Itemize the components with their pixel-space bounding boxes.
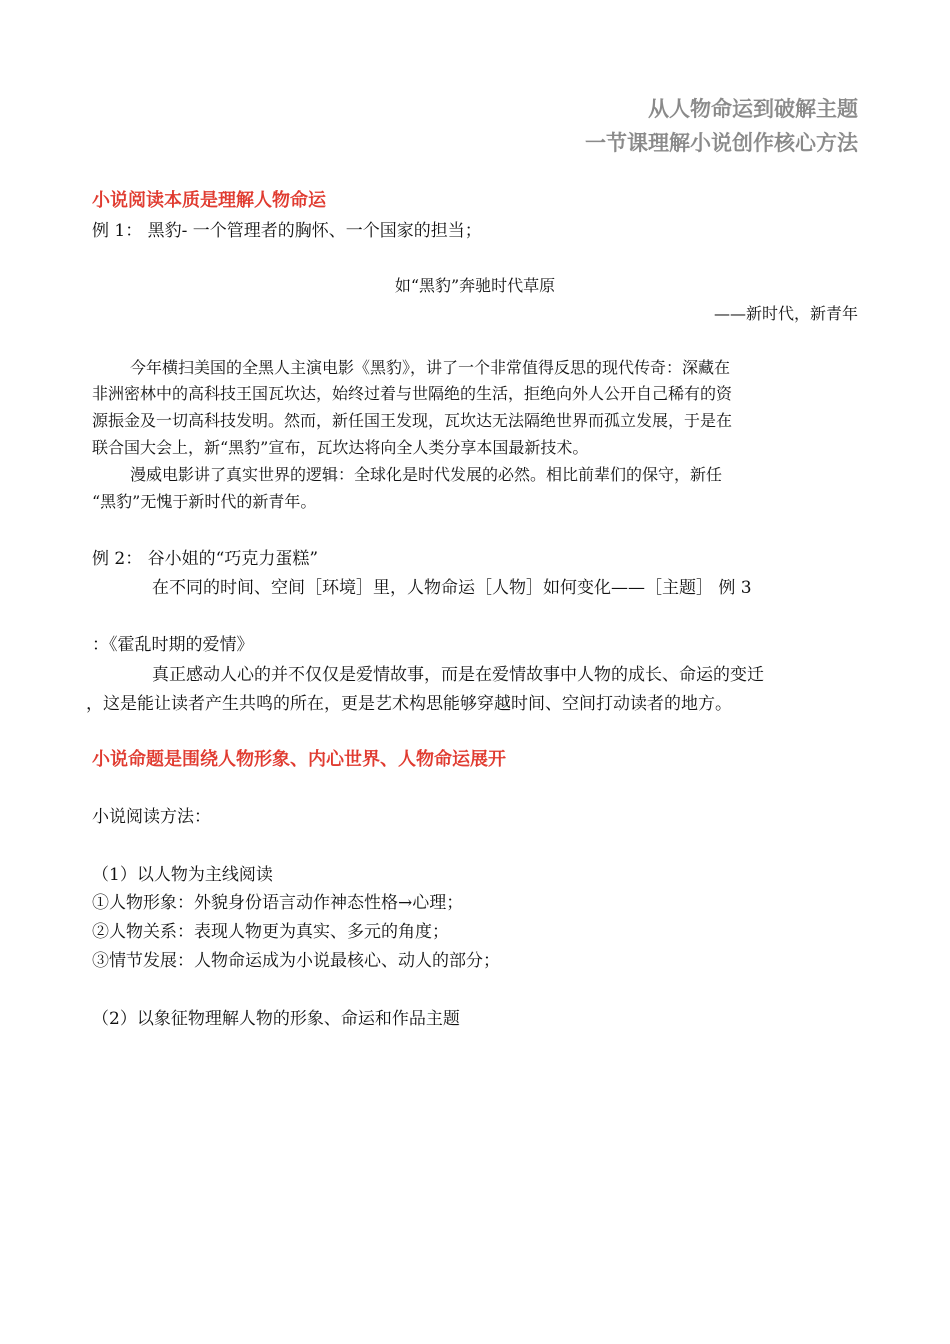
- method-label: 小说阅读方法：: [92, 807, 211, 827]
- para2-line: “黑豹”无愧于新时代的新青年。: [92, 492, 317, 511]
- para1-line: 非洲密林中的高科技王国瓦坎达，始终过着与世隔绝的生活，拒绝向外人公开自己稀有的资: [92, 384, 733, 403]
- para3-line: 真正感动人心的并不仅仅是爱情故事，而是在爱情故事中人物的成长、命运的变迁: [152, 665, 764, 685]
- para1-line: 今年横扫美国的全黑人主演电影《黑豹》，讲了一个非常值得反思的现代传奇：深藏在: [130, 358, 731, 377]
- example3-line: ：《霍乱时期的爱情》: [92, 635, 254, 655]
- para3-line: ，这是能让读者产生共鸣的所在，更是艺术构思能够穿越时间、空间打动读者的地方。: [86, 694, 732, 714]
- doc-title-line2: 一节课理解小说创作核心方法: [585, 130, 858, 155]
- method1-item: ①人物形象：外貌身份语言动作神态性格→心理；: [92, 893, 464, 913]
- method1-item: ③情节发展：人物命运成为小说最核心、动人的部分；: [92, 951, 500, 971]
- example2-line: 例 2： 谷小姐的“巧克力蛋糕”: [92, 549, 319, 569]
- method2-line: （2）以象征物理解人物的形象、命运和作品主题: [92, 1009, 460, 1029]
- section2-heading: 小说命题是围绕人物形象、内心世界、人物命运展开: [92, 749, 506, 770]
- quote-source: ——新时代，新青年: [713, 304, 858, 323]
- method1-item: ②人物关系：表现人物更为真实、多元的角度；: [92, 922, 449, 942]
- para1-line: 源振金及一切高科技发明。然而，新任国王发现，瓦坎达无法隔绝世界而孤立发展，于是在: [92, 411, 733, 430]
- quote-title: 如“黑豹”奔驰时代草原: [394, 276, 556, 295]
- example1-line: 例 1： 黑豹- 一个管理者的胸怀、一个国家的担当；: [92, 221, 482, 241]
- example2-line2: 在不同的时间、空间［环境］里，人物命运［人物］如何变化——［主题］ 例 3: [152, 578, 752, 598]
- section1-heading: 小说阅读本质是理解人物命运: [92, 190, 326, 211]
- doc-title-line1: 从人物命运到破解主题: [648, 96, 858, 121]
- method1-line: （1）以人物为主线阅读: [92, 865, 273, 885]
- para1-line: 联合国大会上，新“黑豹”宣布，瓦坎达将向全人类分享本国最新技术。: [92, 438, 589, 457]
- para2-line: 漫威电影讲了真实世界的逻辑：全球化是时代发展的必然。相比前辈们的保守，新任: [130, 465, 723, 484]
